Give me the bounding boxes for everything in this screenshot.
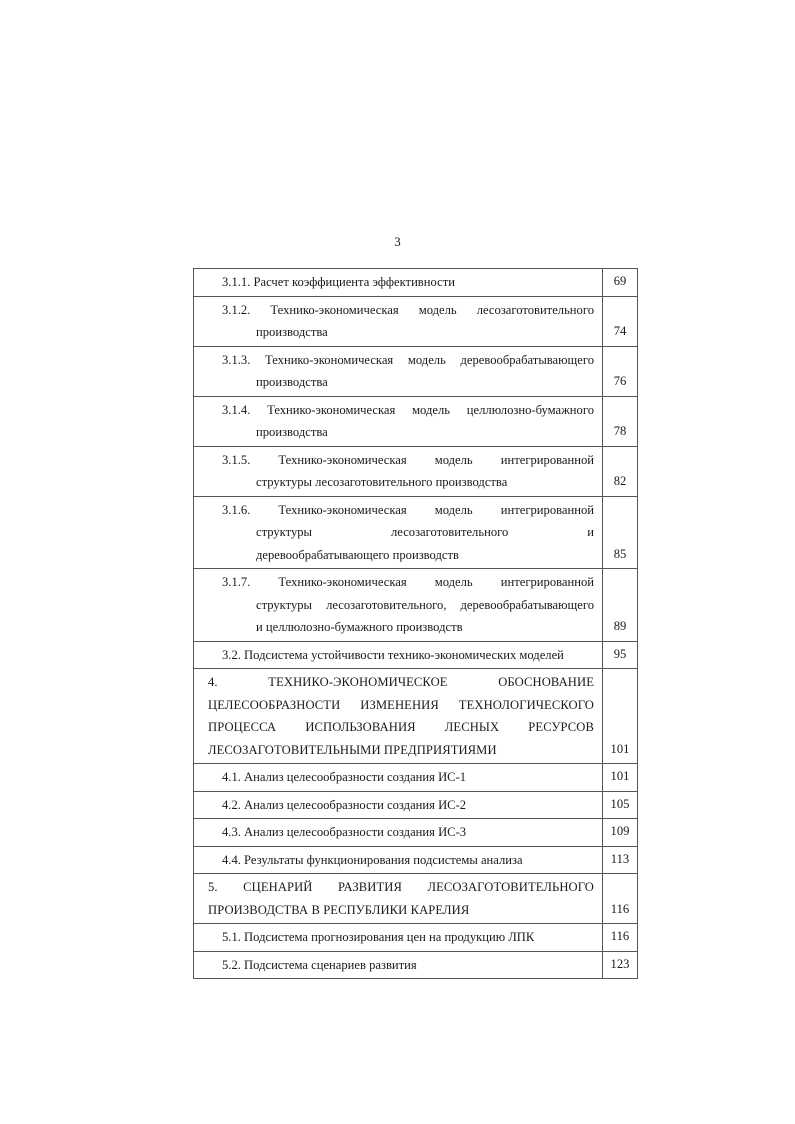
toc-row bbox=[194, 764, 638, 792]
toc-entry-page: 69 bbox=[603, 269, 638, 297]
toc-entry-line: 4. ТЕХНИКО-ЭКОНОМИЧЕСКОЕ ОБОСНОВАНИЕ bbox=[208, 675, 594, 689]
toc-row bbox=[194, 791, 638, 819]
toc-entry-page: 109 bbox=[603, 819, 638, 847]
toc-row bbox=[194, 446, 638, 496]
toc-entry-page: 85 bbox=[603, 496, 638, 569]
toc-entry-title bbox=[194, 874, 603, 924]
toc-entry-page: 82 bbox=[603, 446, 638, 496]
toc-entry-line: 5. СЦЕНАРИЙ РАЗВИТИЯ ЛЕСОЗАГОТОВИТЕЛЬНОГО bbox=[208, 880, 594, 894]
page-number: 3 bbox=[394, 234, 401, 249]
toc-entry-page: 123 bbox=[603, 951, 638, 979]
toc-row bbox=[194, 846, 638, 874]
toc-entry-line: 4.2. Анализ целесообразности создания ИС-2 bbox=[222, 797, 467, 812]
toc-row bbox=[194, 874, 638, 924]
toc-row bbox=[194, 496, 638, 569]
toc-entry-line: 3.1.3. Технико-экономическая модель деревообрабатывающего bbox=[222, 352, 594, 367]
toc-entry-title bbox=[194, 396, 603, 446]
toc-row bbox=[194, 569, 638, 642]
toc-entry-line: 4.1. Анализ целесообразности создания ИС-1 bbox=[222, 770, 467, 784]
toc-row bbox=[194, 296, 638, 346]
toc-entry-page: 89 bbox=[603, 569, 638, 642]
toc-entry-title bbox=[194, 669, 603, 764]
toc-row bbox=[194, 396, 638, 446]
toc-entry-line: 3.1.2. Технико-экономическая модель лесозаготовительного bbox=[222, 302, 594, 317]
toc-entry-line: производства bbox=[256, 425, 328, 439]
toc-entry-title bbox=[194, 269, 603, 297]
toc-entry-title bbox=[194, 496, 603, 569]
toc-row bbox=[194, 641, 638, 669]
toc-row bbox=[194, 951, 638, 979]
toc-entry-line: производства bbox=[256, 375, 328, 389]
toc-entry-title bbox=[194, 791, 603, 819]
toc-entry-title bbox=[194, 446, 603, 496]
toc-entry-line: и целлюлозно-бумажного производств bbox=[256, 620, 463, 634]
toc-row bbox=[194, 346, 638, 396]
toc-entry-title bbox=[194, 569, 603, 642]
toc-entry-title bbox=[194, 819, 603, 847]
toc-entry-title bbox=[194, 924, 603, 952]
toc-entry-line: ПРОИЗВОДСТВА В РЕСПУБЛИКИ КАРЕЛИЯ bbox=[208, 902, 470, 917]
toc-entry-page: 116 bbox=[603, 924, 638, 952]
toc-entry-line: структуры лесозаготовительного производства bbox=[256, 475, 508, 489]
toc-entry-line: 3.1.6. Технико-экономическая модель интегрированной bbox=[222, 502, 594, 517]
toc-entry-line: 4.3. Анализ целесообразности создания ИС-3 bbox=[222, 825, 467, 839]
toc-entry-page: 113 bbox=[603, 846, 638, 874]
toc-entry-line: ПРОЦЕССА ИСПОЛЬЗОВАНИЯ ЛЕСНЫХ РЕСУРСОВ bbox=[208, 720, 594, 734]
toc-body bbox=[194, 269, 638, 979]
toc-entry-line: производства bbox=[256, 325, 328, 339]
toc-entry-line: 3.1.4. Технико-экономическая модель целлюлозно-бумажного bbox=[222, 402, 594, 417]
toc-entry-title bbox=[194, 641, 603, 669]
toc-entry-line: 3.1.1. Расчет коэффициента эффективности bbox=[222, 275, 455, 289]
toc-row bbox=[194, 269, 638, 297]
toc-entry-page: 105 bbox=[603, 791, 638, 819]
toc-row bbox=[194, 924, 638, 952]
toc-entry-line: 4.4. Результаты функционирования подсистемы анализа bbox=[222, 852, 523, 867]
toc-entry-line: структуры лесозаготовительного и bbox=[256, 525, 594, 539]
toc-entry-line: структуры лесозаготовительного, деревообрабатывающего bbox=[256, 597, 594, 612]
toc-entry-line: 3.2. Подсистема устойчивости технико-экономических моделей bbox=[222, 647, 564, 662]
toc-entry-line: деревообрабатывающего производств bbox=[256, 547, 459, 562]
toc-entry-page: 101 bbox=[603, 764, 638, 792]
toc-entry-page: 74 bbox=[603, 296, 638, 346]
toc-entry-line: 5.2. Подсистема сценариев развития bbox=[222, 957, 417, 972]
toc-entry-line: 3.1.5. Технико-экономическая модель интегрированной bbox=[222, 452, 594, 467]
toc-row bbox=[194, 819, 638, 847]
toc-entry-page: 101 bbox=[603, 669, 638, 764]
toc-entry-title bbox=[194, 296, 603, 346]
toc-entry-line: 3.1.7. Технико-экономическая модель интегрированной bbox=[222, 575, 594, 589]
toc-entry-page: 76 bbox=[603, 346, 638, 396]
toc-entry-page: 116 bbox=[603, 874, 638, 924]
toc-entry-line: 5.1. Подсистема прогнозирования цен на продукцию ЛПК bbox=[222, 930, 535, 944]
toc-entry-page: 95 bbox=[603, 641, 638, 669]
toc-entry-page: 78 bbox=[603, 396, 638, 446]
toc-entry-line: ЦЕЛЕСООБРАЗНОСТИ ИЗМЕНЕНИЯ ТЕХНОЛОГИЧЕСКОГО bbox=[208, 697, 594, 712]
toc-entry-title bbox=[194, 846, 603, 874]
toc-row bbox=[194, 669, 638, 764]
toc-entry-line: ЛЕСОЗАГОТОВИТЕЛЬНЫМИ ПРЕДПРИЯТИЯМИ bbox=[208, 742, 497, 757]
toc-entry-title bbox=[194, 951, 603, 979]
toc-entry-title bbox=[194, 346, 603, 396]
table-of-contents bbox=[193, 268, 638, 979]
toc-entry-title bbox=[194, 764, 603, 792]
